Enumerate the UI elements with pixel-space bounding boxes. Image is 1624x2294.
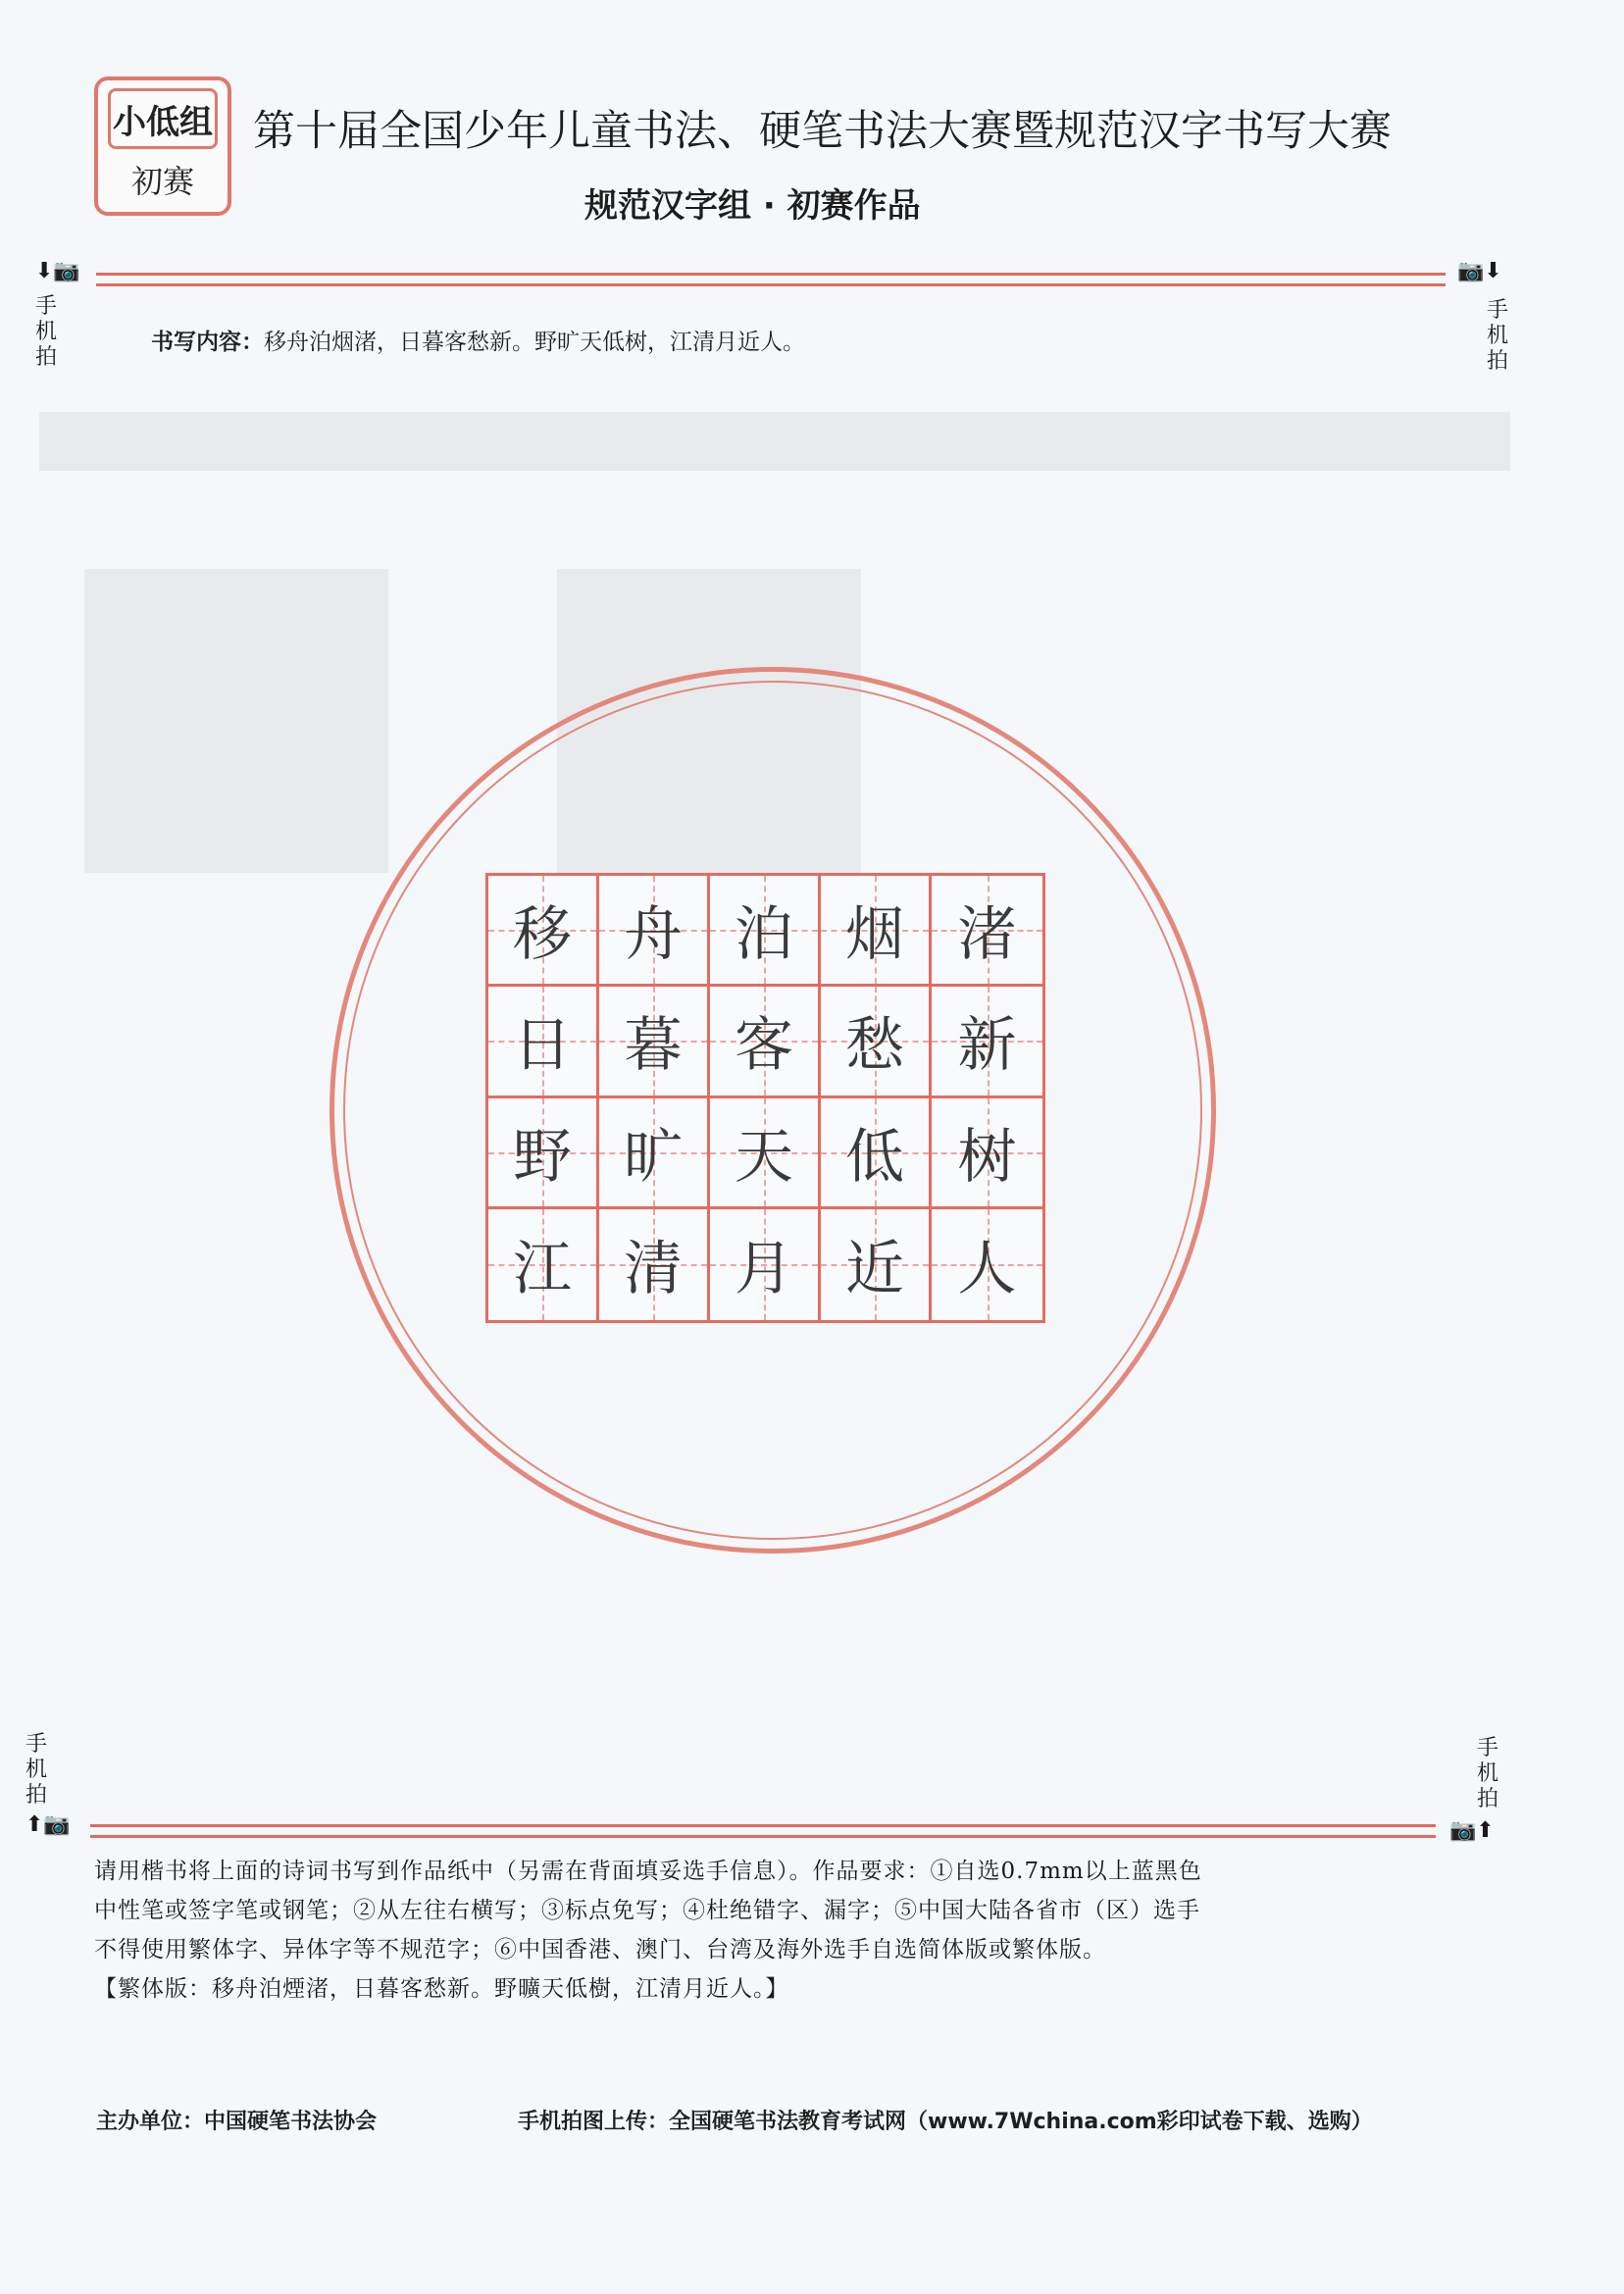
grid-cell: 月 xyxy=(710,1209,821,1320)
grid-cell: 江 xyxy=(488,1209,599,1320)
show-through-qr-left xyxy=(84,569,388,873)
instruction-line: 【繁体版：移舟泊煙渚，日暮客愁新。野曠天低樹，江清月近人。】 xyxy=(94,1976,789,2002)
calligraphy-grid xyxy=(485,873,1045,1323)
grid-cell: 近 xyxy=(821,1209,932,1320)
grid-cell: 旷 xyxy=(599,1098,710,1209)
bottom-double-rule xyxy=(90,1824,1436,1838)
page-title: 第十届全国少年儿童书法、硬笔书法大赛暨规范汉字书写大赛 xyxy=(253,107,1392,156)
camera-upload-icon: 📷⬆ xyxy=(1449,1818,1495,1843)
upload-text: 手机拍图上传：全国硬笔书法教育考试网（www.7Wchina.com彩印试卷下载、选购） xyxy=(518,2110,1373,2134)
writing-content-label: 书写内容： xyxy=(151,330,264,355)
instruction-line: 请用楷书将上面的诗词书写到作品纸中（另需在背面填妥选手信息）。作品要求：①自选0.7mm以上蓝黑色 xyxy=(94,1859,1202,1884)
phone-shot-label-top-left: 手机拍 xyxy=(34,294,57,370)
instruction-line: 不得使用繁体字、异体字等不规范字；⑥中国香港、澳门、台湾及海外选手自选简体版或繁体版。 xyxy=(94,1937,1106,1963)
grid-cell: 渚 xyxy=(932,876,1042,987)
grid-cell: 人 xyxy=(932,1209,1042,1320)
organizer-text: 主办单位：中国硬笔书法协会 xyxy=(96,2110,378,2134)
grid-cell: 天 xyxy=(710,1098,821,1209)
grid-cell: 舟 xyxy=(599,876,710,987)
badge-group-label: 小低组 xyxy=(108,88,218,149)
top-double-rule xyxy=(96,273,1446,286)
instruction-line: 中性笔或签字笔或钢笔；②从左往右横写；③标点免写；④杜绝错字、漏字；⑤中国大陆各省市（区）选手 xyxy=(94,1898,1200,1923)
writing-content xyxy=(151,324,805,356)
grid-cell: 日 xyxy=(488,987,599,1097)
camera-download-icon: 📷⬇ xyxy=(1457,259,1502,283)
phone-shot-label-bottom-right: 手机拍 xyxy=(1476,1736,1498,1811)
badge-stage-label: 初赛 xyxy=(130,163,194,200)
show-through-banner xyxy=(39,412,1510,471)
grid-cell: 泊 xyxy=(710,876,821,987)
grid-cell: 愁 xyxy=(821,987,932,1097)
grid-cell: 树 xyxy=(932,1098,1042,1209)
grid-cell: 野 xyxy=(488,1098,599,1209)
group-badge xyxy=(94,76,231,216)
grid-cell: 暮 xyxy=(599,987,710,1097)
writing-instructions xyxy=(94,1852,1457,2009)
grid-cell: 移 xyxy=(488,876,599,987)
grid-cell: 烟 xyxy=(821,876,932,987)
grid-cell: 清 xyxy=(599,1209,710,1320)
camera-download-icon: ⬇📷 xyxy=(35,259,80,283)
grid-cell: 新 xyxy=(932,987,1042,1097)
phone-shot-label-bottom-left: 手机拍 xyxy=(25,1732,47,1808)
phone-shot-label-top-right: 手机拍 xyxy=(1486,298,1508,374)
grid-cell: 客 xyxy=(710,987,821,1097)
page-subtitle: 规范汉字组 · 初赛作品 xyxy=(584,186,921,226)
camera-upload-icon: ⬆📷 xyxy=(25,1812,71,1837)
grid-cell: 低 xyxy=(821,1098,932,1209)
writing-content-text: 移舟泊烟渚，日暮客愁新。野旷天低树，江清月近人。 xyxy=(264,330,805,355)
